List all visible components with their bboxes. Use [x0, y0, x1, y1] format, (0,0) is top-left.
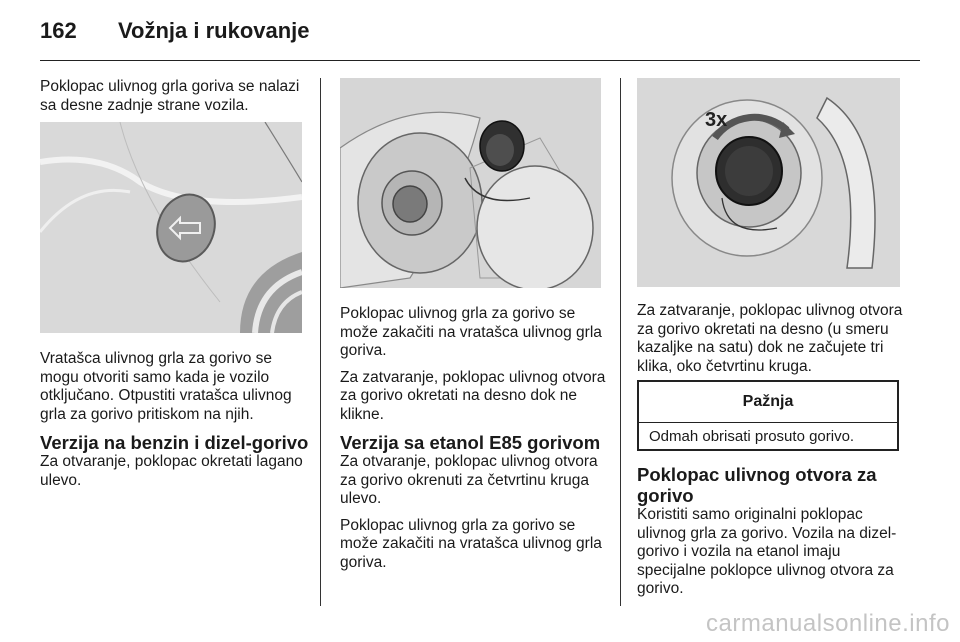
page-header	[40, 14, 920, 60]
page-number: 162	[40, 18, 77, 43]
col2-body	[340, 305, 610, 580]
col2-p3: Za otvaranje, poklopac ulivnog otvora za gorivo okrenuti za četvrtinu kruga ulevo.	[340, 453, 598, 507]
col3-body-top	[637, 302, 907, 384]
column-divider-1	[320, 78, 321, 606]
col1-para: Vratašca ulivnog grla za gorivo se mogu otvoriti samo kada je vozilo otključano. Otpustiti vratašca ulivnog grla za gorivo pritiskom na njih.	[40, 350, 292, 423]
col1-heading: Verzija na benzin i dizel-gorivo	[40, 432, 309, 453]
column-divider-2	[620, 78, 621, 606]
col3-p1: Za zatvaranje, poklopac ulivnog otvora za gorivo okretati na desno (u smeru kazaljke na satu) dok ne začujete tri klika, oko četvrtinu kruga.	[637, 302, 903, 375]
caution-box	[637, 380, 899, 451]
col1-intro	[40, 78, 306, 123]
caution-title: Pažnja	[639, 382, 897, 423]
figure-label-3x: 3x	[705, 109, 728, 131]
chapter-title: Vožnja i rukovanje	[118, 18, 310, 43]
col1-body	[40, 350, 310, 498]
col3-heading: Poklopac ulivnog otvora za gorivo	[637, 464, 877, 506]
col3-body-bottom	[637, 464, 907, 607]
col3-p2: Koristiti samo originalni poklopac ulivnog grla za gorivo. Vozila na dizel-gorivo i vozila na etanol imaju specijalne poklopce ulivnog otvora za gorivo.	[637, 506, 897, 597]
col1-intro-text: Poklopac ulivnog grla goriva se nalazi sa desne zadnje strane vozila.	[40, 78, 300, 114]
figure-fuel-door-closed	[40, 122, 302, 333]
col2-p1: Poklopac ulivnog grla za gorivo se može zakačiti na vratašca ulivnog grla goriva.	[340, 305, 602, 359]
col1-text: Za otvaranje, poklopac okretati lagano ulevo.	[40, 453, 303, 489]
caution-text: Odmah obrisati prosuto gorivo.	[649, 428, 855, 445]
watermark: carmanualsonline.info	[706, 610, 950, 637]
col2-p4: Poklopac ulivnog grla za gorivo se može zakačiti na vratašca ulivnog grla goriva.	[340, 516, 602, 571]
header-rule	[40, 60, 920, 61]
figure-cap-open	[340, 78, 601, 288]
col2-p2: Za zatvaranje, poklopac ulivnog otvora za gorivo okretati na desno dok ne klikne.	[340, 368, 606, 423]
figure-cap-three-clicks	[637, 78, 900, 287]
col2-heading: Verzija sa etanol E85 gorivom	[340, 432, 601, 453]
